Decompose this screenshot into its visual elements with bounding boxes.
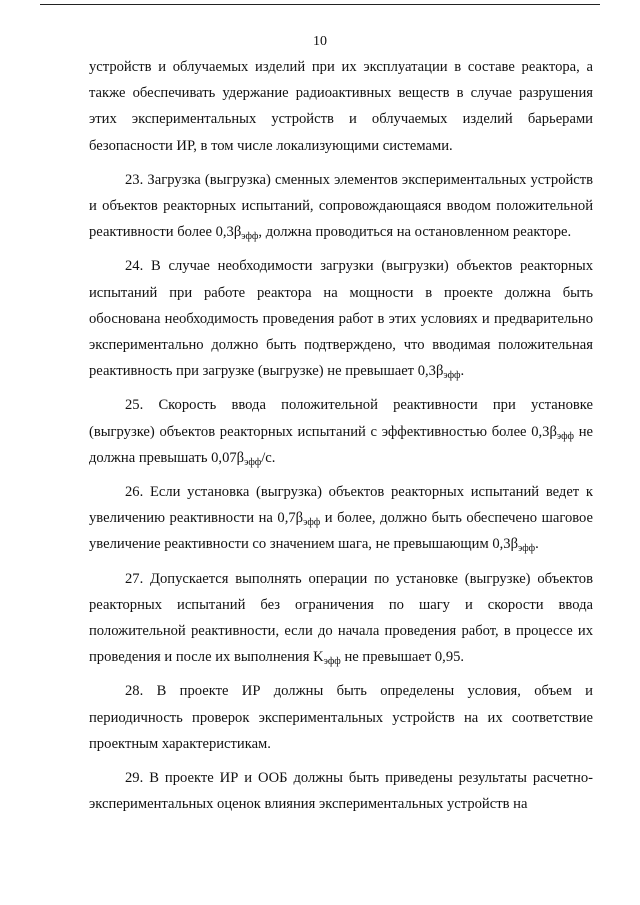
subscript: эфф — [323, 656, 341, 668]
text-run: устройств и облучаемых изделий при их эксплуатации в составе реактора, а также обеспечивать удержание радиоактивных веществ в случае разрушения этих экспериментальных устройств и облучаемых изделий барьерами безопасности ИР, в том числе локализующими системами. — [89, 59, 593, 154]
paragraph-28 — [89, 678, 593, 757]
text-run: . — [460, 363, 465, 380]
page-number: 10 — [313, 34, 327, 49]
text-run: , должна проводиться на остановленном реакторе. — [258, 224, 572, 241]
text-run: 26. Если установка (выгрузка) объектов реакторных испытаний ведет к увеличению реактивности на 0,7β — [89, 484, 593, 527]
paragraph-24 — [89, 253, 593, 384]
subscript: эфф — [244, 456, 262, 468]
text-run: . — [535, 536, 539, 553]
paragraph-29 — [89, 765, 593, 817]
paragraph-26 — [89, 479, 593, 558]
paragraph-25 — [89, 392, 593, 471]
text-run: 24. В случае необходимости загрузки (выгрузки) объектов реакторных испытаний при работе реактора на мощности в проекте должна быть обоснована необходимость проведения работ в этих условиях и предварительно экспериментально должно быть подтверждено, что вводимая положительная реактивность при загрузке (выгрузке) не превышает 0,3β — [89, 258, 593, 380]
subscript: эфф — [556, 430, 575, 442]
paragraph-27 — [89, 566, 593, 671]
subscript: эфф — [518, 543, 536, 555]
text-run: не должна превышать 0,07β — [89, 423, 593, 466]
document-body — [89, 54, 593, 825]
text-run: /с. — [261, 449, 276, 466]
text-run: 25. Скорость ввода положительной реактивности при установке (выгрузке) объектов реакторных испытаний с эффективностью более 0,3β — [89, 397, 593, 440]
subscript: эфф — [443, 370, 461, 382]
subscript: эфф — [241, 231, 259, 243]
text-run: и более, должно быть обеспечено шаговое увеличение реактивности со значением шага, не превышающим 0,3β — [89, 510, 593, 553]
paragraph-continuation — [89, 54, 593, 159]
text-run: не превышает 0,95. — [340, 649, 465, 666]
text-run: 27. Допускается выполнять операции по установке (выгрузке) объектов реакторных испытаний без ограничения по шагу и скорости ввода положительной реактивности, если до начала проведения работ, в процессе их проведения и после их выполнения K — [89, 570, 593, 666]
text-run: 29. В проекте ИР и ООБ должны быть приведены результаты расчетно-экспериментальных оценок влияния экспериментальных устройств на — [89, 770, 593, 813]
paragraph-23 — [89, 167, 593, 246]
top-rule — [40, 4, 600, 5]
text-run: 28. В проекте ИР должны быть определены условия, объем и периодичность проверок экспериментальных устройств на их соответствие проектным характеристикам. — [89, 683, 593, 752]
subscript: эфф — [303, 517, 321, 529]
text-run: 23. Загрузка (выгрузка) сменных элементов экспериментальных устройств и объектов реакторных испытаний, сопровождающаяся вводом положительной реактивности более 0,3β — [89, 171, 593, 241]
